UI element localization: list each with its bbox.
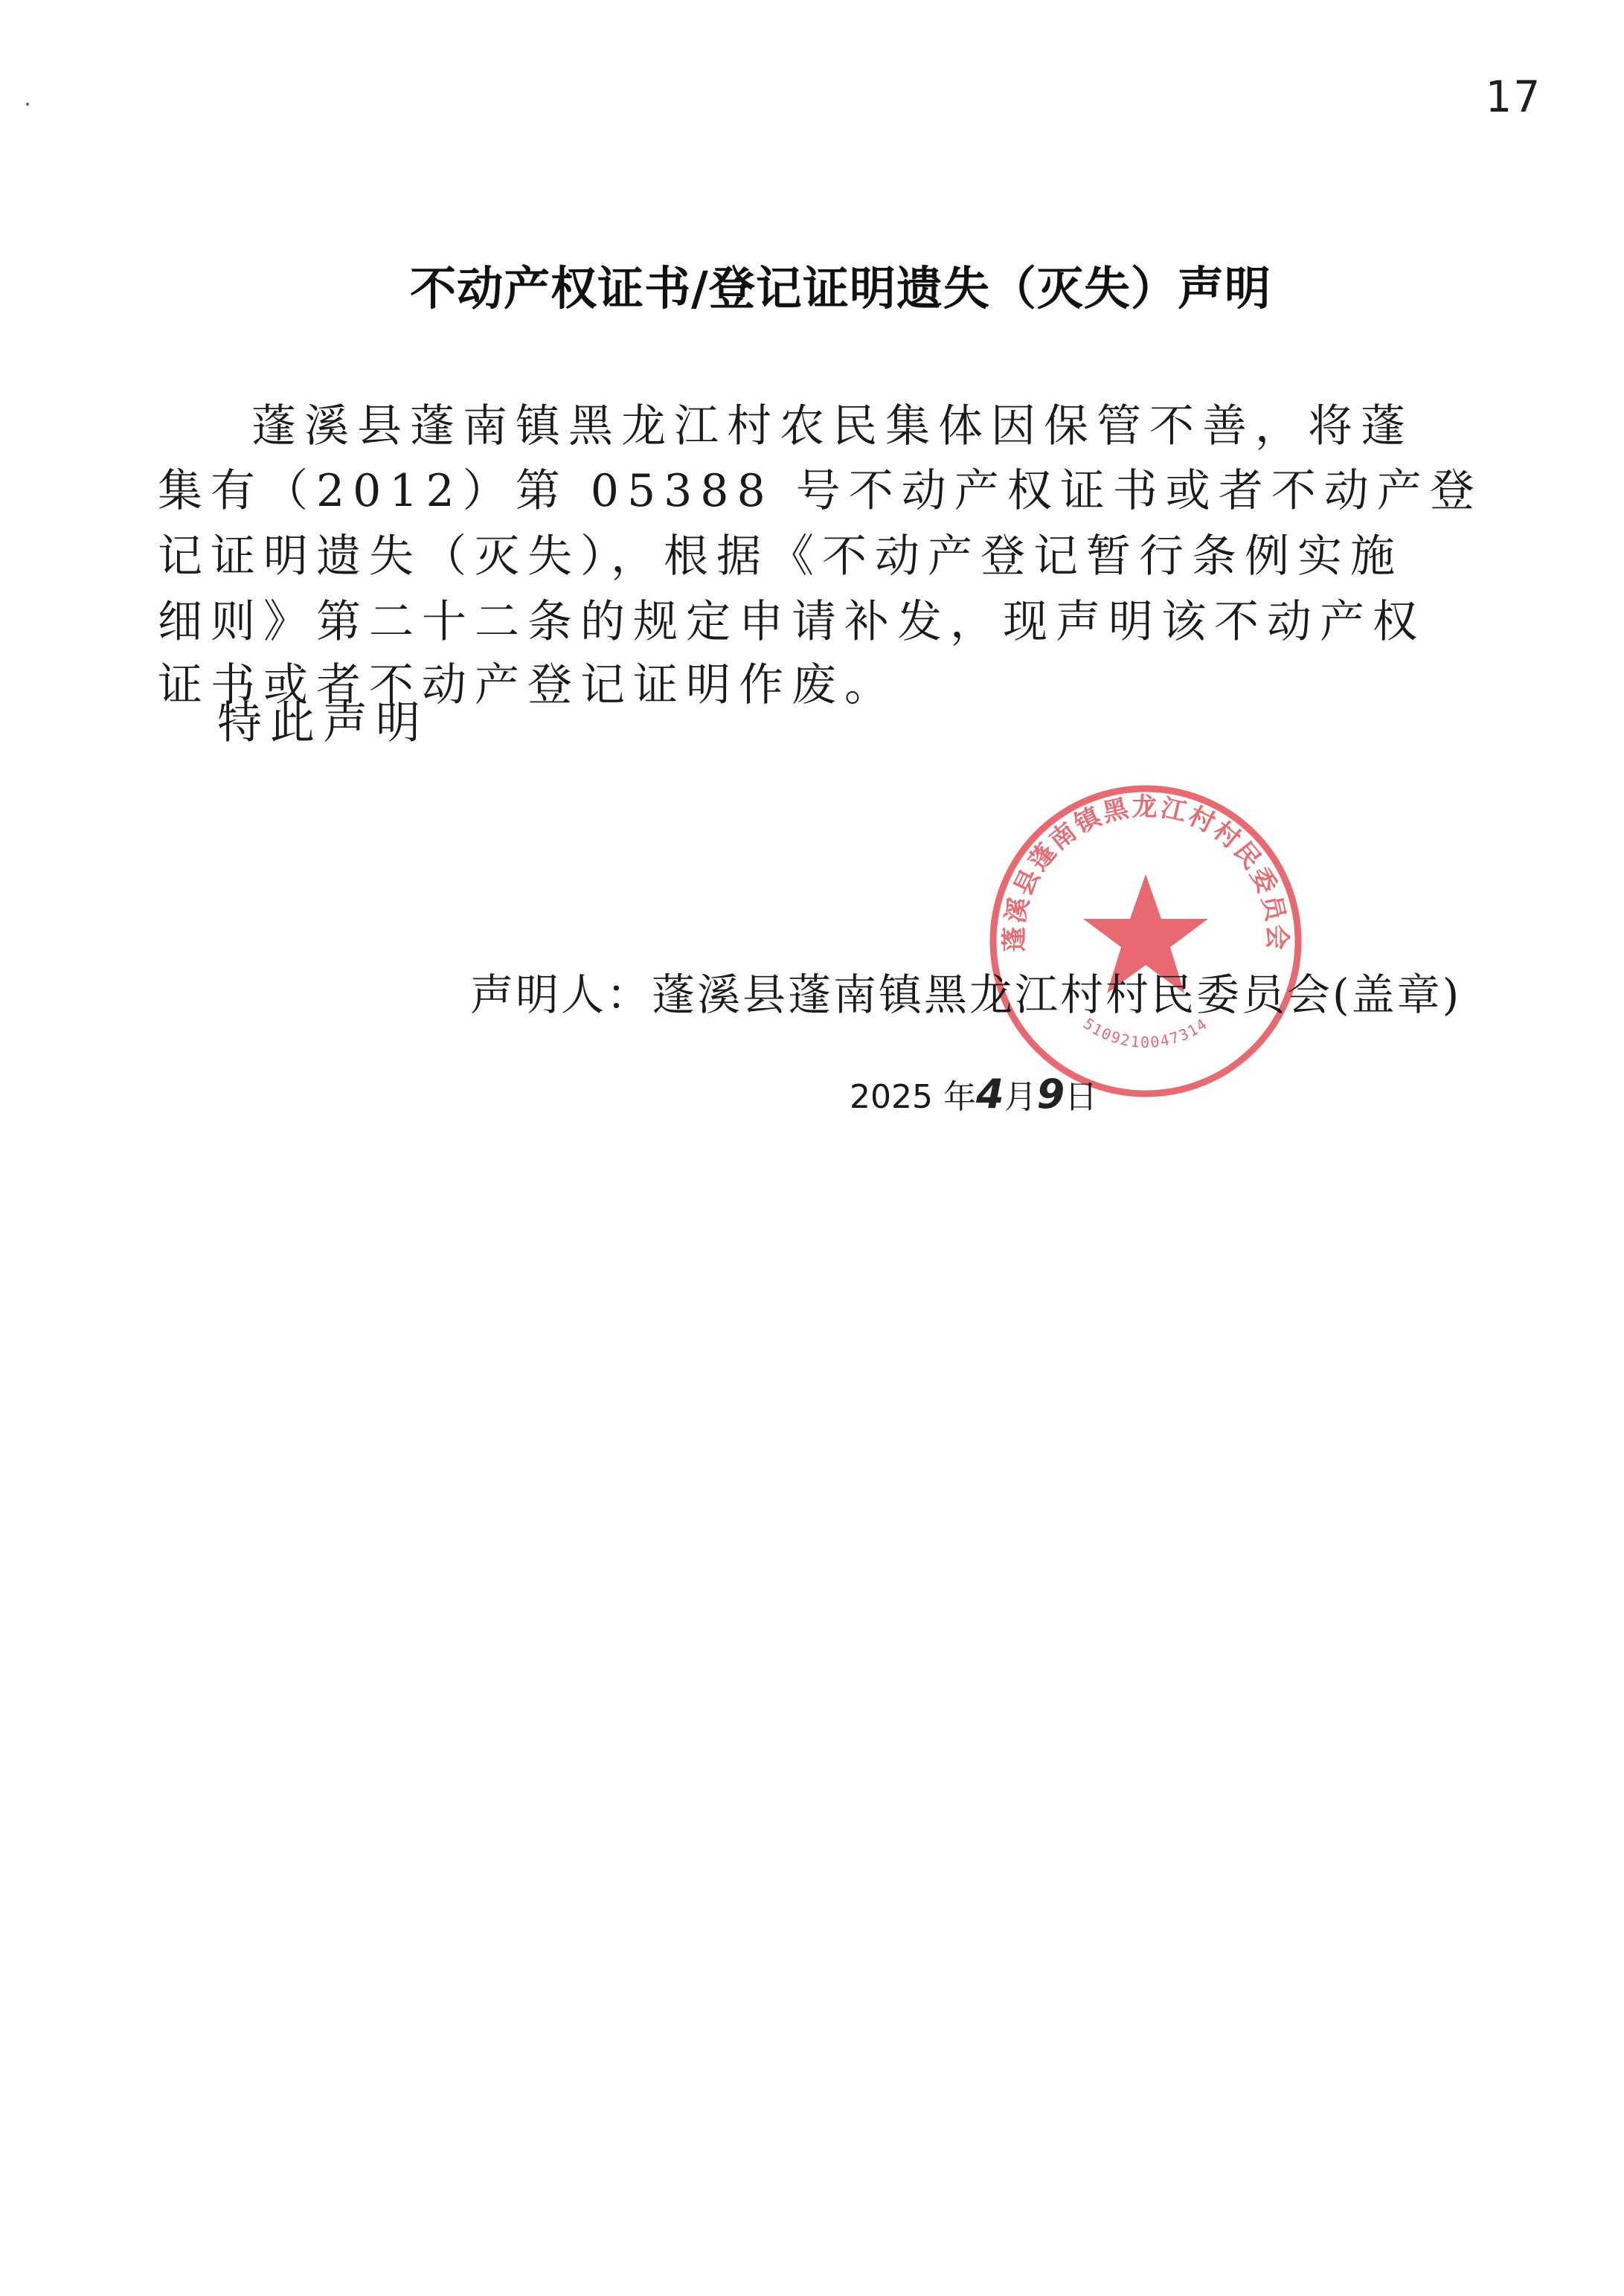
date-month-unit: 月 [1004,1078,1037,1116]
seal-text: 蓬溪县蓬南镇黑龙江村村民委员会 [999,792,1292,952]
date-day-unit: 日 [1065,1078,1098,1116]
date-day-handwritten: 9 [1036,1071,1065,1117]
body-line-3: 记证明遗失（灭失），根据《不动产登记暂行条例实施 [158,530,1403,583]
body-line-4: 细则》第二十二条的规定申请补发，现声明该不动产权 [158,596,1425,648]
date-year: 2025 [850,1078,933,1116]
body-line-1: 蓬溪县蓬南镇黑龙江村农民集体因保管不善，将蓬 [251,400,1413,452]
official-seal [982,777,1309,1105]
declarant-signature-line: 声明人：蓬溪县蓬南镇黑龙江村村民委员会(盖章) [470,969,1462,1020]
seal-code: 5109210047314 [1079,1014,1212,1051]
declaration-date [850,1070,1097,1117]
date-year-unit: 年 [943,1078,976,1116]
body-line-5: 证书或者不动产登记证明作废。 [158,659,897,711]
closing-statement: 特此声明 [217,697,429,749]
date-month-handwritten: 4 [975,1071,1004,1117]
body-line-2: 集有（2012）第 05388 号不动产权证书或者不动产登 [158,465,1483,517]
scan-speck [26,103,29,106]
page-number: 17 [1485,71,1543,122]
document-title: 不动产权证书/登记证明遗失（灭失）声明 [410,261,1271,315]
